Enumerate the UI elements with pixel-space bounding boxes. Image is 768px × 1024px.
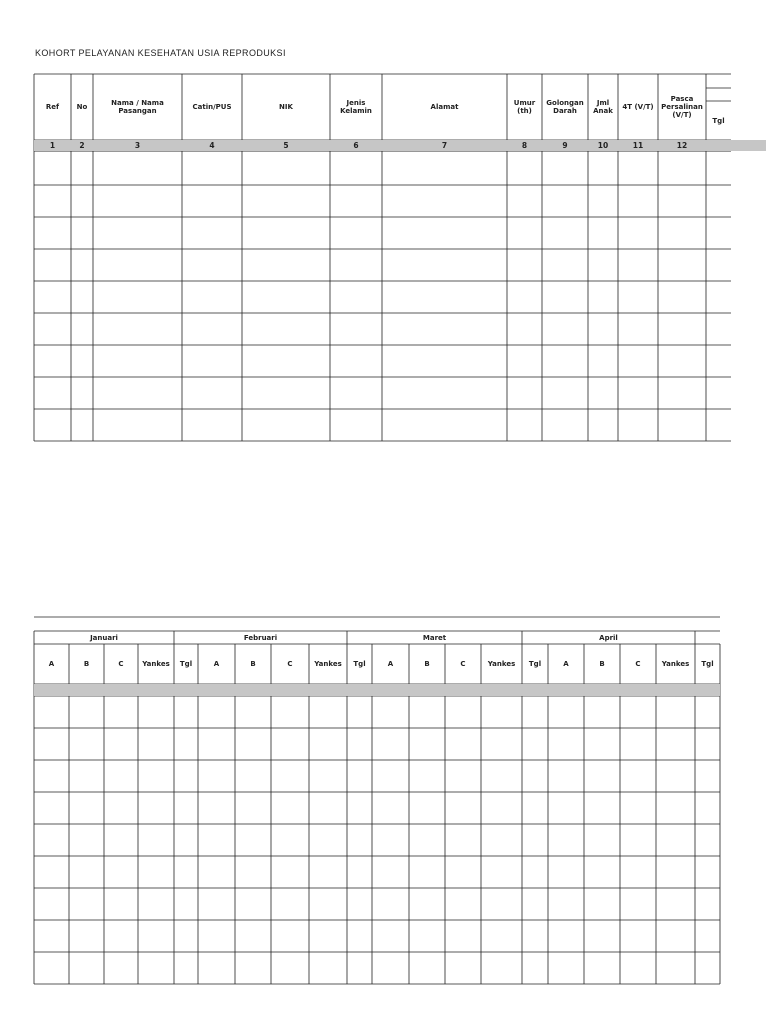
sub-header-18: C	[635, 660, 641, 668]
sub-header-9: Yankes	[314, 660, 342, 668]
column-number-1: 1	[49, 140, 56, 150]
column-number-6: 6	[353, 140, 359, 150]
column-number-band-ext	[706, 140, 766, 151]
column-header-9: Golongan Darah	[546, 99, 584, 115]
sub-header-7: B	[250, 660, 256, 668]
sub-header-8: C	[287, 660, 293, 668]
column-header-6: Jenis Kelamin	[340, 99, 372, 115]
sub-header-6: A	[213, 660, 220, 668]
column-header-4: Catin/PUS	[192, 103, 232, 111]
column-number-2: 2	[79, 140, 85, 150]
column-number-10: 10	[597, 140, 609, 150]
column-number-3: 3	[134, 140, 141, 150]
sub-header-5: Tgl	[179, 660, 193, 668]
column-header-3: Nama / Nama Pasangan	[111, 99, 164, 115]
column-number-9: 9	[562, 140, 568, 150]
sub-header-14: Yankes	[487, 660, 516, 668]
sub-header-12: B	[424, 660, 430, 668]
table2-gray-band	[34, 684, 720, 696]
column-number-11: 11	[632, 140, 644, 150]
column-header-5: NIK	[279, 103, 293, 111]
column-header-12: Pasca Persalinan (V/T)	[661, 95, 703, 119]
month-header-1: Januari	[90, 633, 118, 642]
sub-header-3: C	[118, 660, 124, 668]
sub-header-20: Tgl	[701, 660, 714, 668]
sub-header-19: Yankes	[661, 660, 690, 668]
column-number-8: 8	[521, 140, 528, 150]
column-number-12: 12	[676, 140, 688, 150]
column-number-4: 4	[209, 140, 215, 150]
month-header-3: Maret	[422, 633, 447, 642]
column-header-tgl: Tgl	[712, 116, 725, 125]
sub-header-1: A	[48, 660, 55, 668]
column-number-5: 5	[283, 140, 289, 150]
month-header-4: April	[599, 633, 618, 642]
sub-header-11: A	[387, 660, 394, 668]
sub-header-2: B	[83, 660, 90, 668]
column-header-10: Jml Anak	[593, 99, 613, 115]
column-header-2: No	[76, 103, 88, 111]
sub-header-16: A	[563, 660, 569, 668]
sub-header-17: B	[599, 660, 605, 668]
sub-header-15: Tgl	[528, 660, 542, 668]
sub-header-13: C	[460, 660, 466, 668]
column-header-8: Umur (th)	[513, 99, 536, 115]
column-header-1: Ref	[45, 103, 60, 111]
column-header-7: Alamat	[430, 103, 459, 111]
month-header-2: Februari	[243, 633, 278, 642]
column-header-11: 4T (V/T)	[622, 103, 654, 111]
document-title: KOHORT PELAYANAN KESEHATAN USIA REPRODUKSI	[35, 48, 286, 58]
sub-header-10: Tgl	[353, 660, 366, 668]
column-number-7: 7	[441, 140, 448, 150]
sub-header-4: Yankes	[142, 660, 170, 668]
